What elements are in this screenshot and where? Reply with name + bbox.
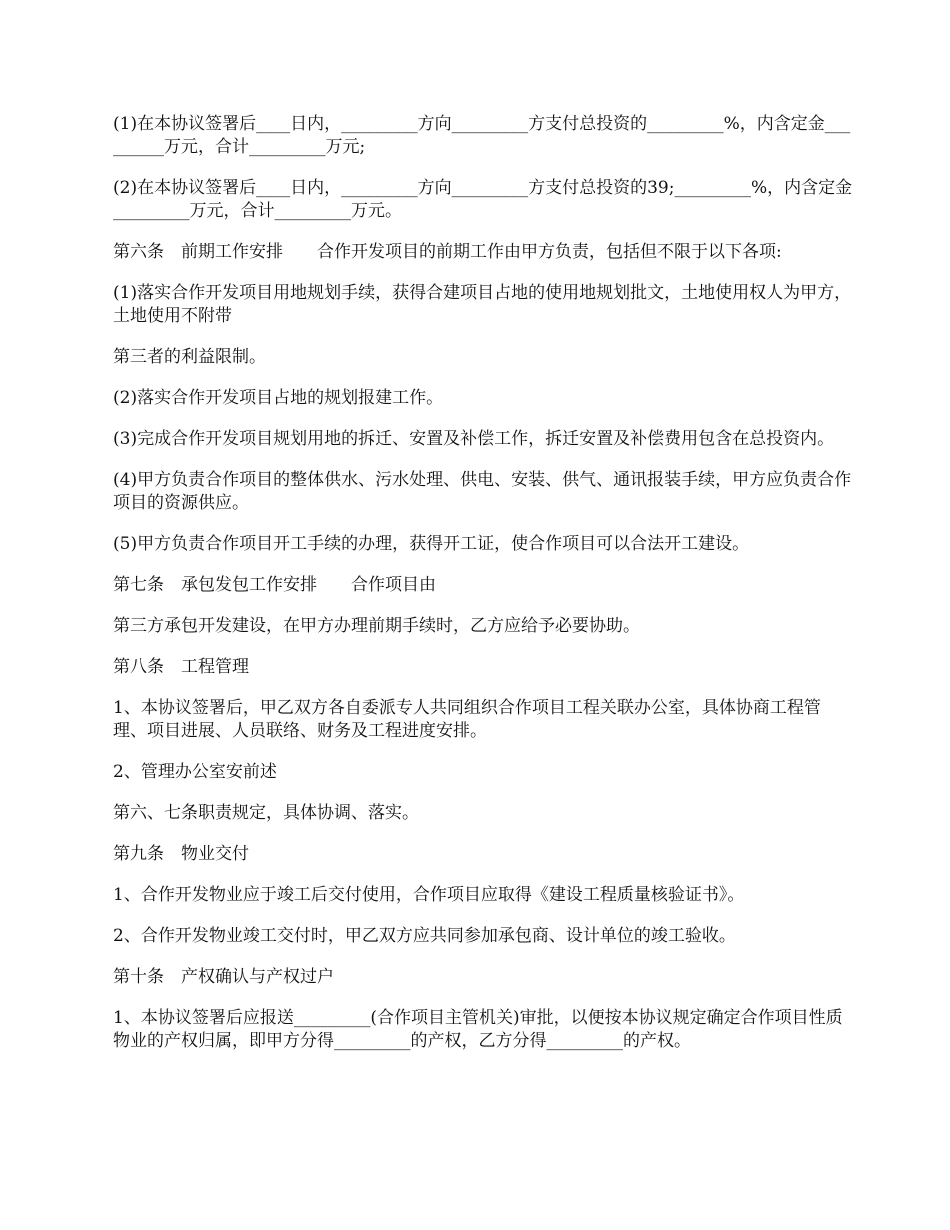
paragraph-article-10-item-1: 1、本协议签署后应报送_________(合作项目主管机关)审批，以便按本协议规定确定合作项目性质物业的产权归属，即甲方分得_________的产权，乙方分得_________的产权。 — [113, 1008, 843, 1051]
heading-article-9: 第九条 物业交付 — [113, 844, 249, 864]
document-body — [113, 113, 853, 1071]
paragraph-article-9-item-2: 2、合作开发物业竣工交付时，甲乙双方应共同参加承包商、设计单位的竣工验收。 — [113, 926, 736, 946]
paragraph-payment-2: (2)在本协议签署后____日内，_________方向_________方支付总投资的39;_________%，内含定金_________万元，合计_________万元。 — [113, 178, 853, 221]
paragraph-article-8-item-2: 2、管理办公室安前述 — [113, 762, 277, 782]
paragraph-article-7-body: 第三方承包开发建设，在甲方办理前期手续时，乙方应给予必要协助。 — [113, 616, 640, 636]
paragraph-article-6-item-1-cont: 第三者的利益限制。 — [113, 347, 266, 367]
paragraph-article-6-item-2: (2)落实合作开发项目占地的规划报建工作。 — [113, 388, 444, 408]
paragraph-article-6-item-5: (5)甲方负责合作项目开工手续的办理，获得开工证，使合作项目可以合法开工建设。 — [113, 534, 750, 554]
heading-article-6: 第六条 前期工作安排 合作开发项目的前期工作由甲方负责，包括但不限于以下各项: — [113, 242, 782, 262]
paragraph-article-9-item-1: 1、合作开发物业应于竣工后交付使用，合作项目应取得《建设工程质量核验证书》。 — [113, 885, 745, 905]
heading-article-8: 第八条 工程管理 — [113, 657, 249, 677]
heading-article-10: 第十条 产权确认与产权过户 — [113, 967, 334, 987]
paragraph-article-6-item-1: (1)落实合作开发项目用地规划手续，获得合建项目占地的使用地规划批文，土地使用权人为甲方，土地使用不附带 — [113, 283, 852, 326]
paragraph-article-6-item-3: (3)完成合作开发项目规划用地的拆迁、安置及补偿工作，拆迁安置及补偿费用包含在总投资内。 — [113, 429, 835, 449]
paragraph-payment-1: (1)在本协议签署后____日内，_________方向_________方支付总投资的_________%，内含定金_________万元，合计_________万元; — [113, 114, 851, 157]
paragraph-article-8-item-1: 1、本协议签署后，甲乙双方各自委派专人共同组织合作项目工程关联办公室，具体协商工程管理、项目进展、人员联络、财务及工程进度安排。 — [113, 698, 821, 741]
heading-article-7: 第七条 承包发包工作安排 合作项目由 — [113, 575, 436, 595]
paragraph-article-8-item-2-cont: 第六、七条职责规定，具体协调、落实。 — [113, 803, 419, 823]
paragraph-article-6-item-4: (4)甲方负责合作项目的整体供水、污水处理、供电、安装、供气、通讯报装手续，甲方应负责合作项目的资源供应。 — [113, 470, 852, 513]
